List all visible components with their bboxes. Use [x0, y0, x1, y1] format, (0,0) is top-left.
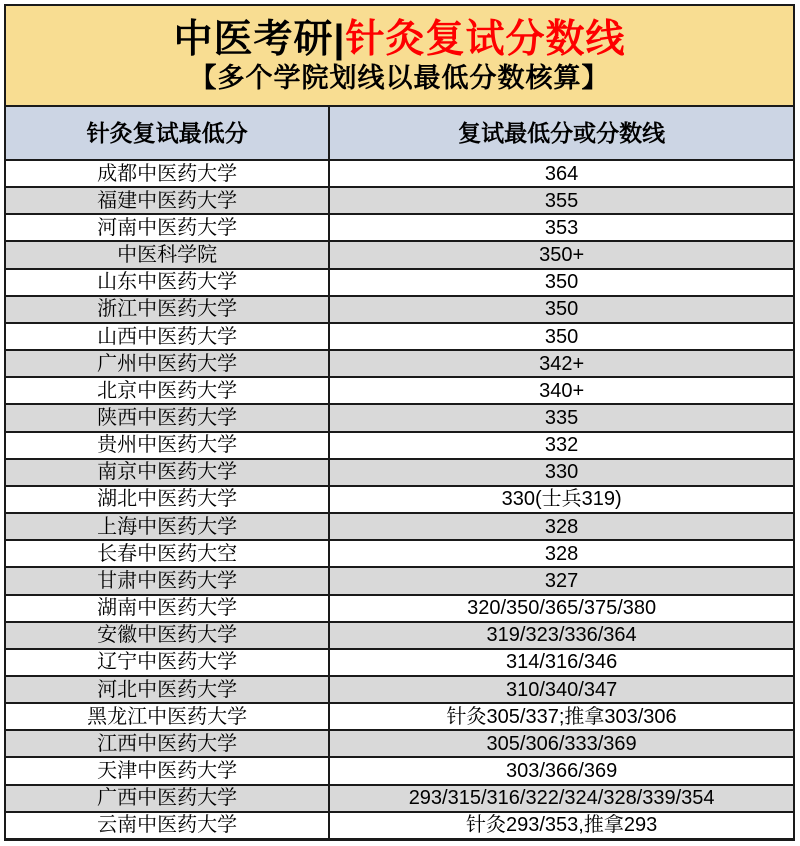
score-cell: 293/315/316/322/324/328/339/354 [408, 787, 715, 810]
school-cell: 安徽中医药大学 [6, 623, 330, 648]
table-row [6, 702, 793, 729]
table-row [6, 811, 793, 838]
score-cell: 332 [544, 434, 579, 457]
score-cell: 330(士兵319) [501, 488, 622, 511]
school-cell: 广西中医药大学 [6, 786, 330, 811]
column-header-score: 复试最低分或分数线 [458, 119, 666, 146]
score-cell: 328 [544, 515, 579, 538]
school-cell: 山西中医药大学 [6, 324, 330, 349]
table-row [6, 268, 793, 295]
page-subtitle: 【多个学院划线以最低分数核算】 [189, 63, 610, 94]
table-row [6, 322, 793, 349]
title-banner [6, 6, 793, 105]
score-cell: 319/323/336/364 [486, 624, 637, 647]
table-row [6, 240, 793, 267]
table-row [6, 485, 793, 512]
school-cell: 浙江中医药大学 [6, 297, 330, 322]
table-row [6, 431, 793, 458]
school-cell: 辽宁中医药大学 [6, 650, 330, 675]
table-row [6, 159, 793, 186]
score-cell: 303/366/369 [506, 760, 618, 783]
score-cell: 342+ [539, 352, 585, 375]
school-cell: 云南中医药大学 [6, 813, 330, 838]
school-cell: 河北中医药大学 [6, 677, 330, 702]
score-cell: 327 [544, 569, 579, 592]
table-row [6, 458, 793, 485]
table-row [6, 349, 793, 376]
score-cell: 340+ [539, 379, 585, 402]
table-row [6, 403, 793, 430]
score-cell: 355 [544, 189, 579, 212]
table-row [6, 756, 793, 783]
school-cell: 江西中医药大学 [6, 731, 330, 756]
table-row [6, 648, 793, 675]
score-cell: 350+ [539, 244, 585, 267]
table-row [6, 512, 793, 539]
school-cell: 北京中医药大学 [6, 378, 330, 403]
score-cell: 350 [544, 298, 579, 321]
school-cell: 黑龙江中医药大学 [6, 704, 330, 729]
table-row [6, 539, 793, 566]
table-row [6, 213, 793, 240]
score-cell: 350 [544, 325, 579, 348]
school-cell: 上海中医药大学 [6, 514, 330, 539]
school-cell: 广州中医药大学 [6, 351, 330, 376]
table-row [6, 566, 793, 593]
score-cell: 针灸305/337;推拿303/306 [446, 705, 677, 728]
score-cell: 328 [544, 542, 579, 565]
table-row [6, 295, 793, 322]
table-row [6, 784, 793, 811]
school-cell: 河南中医药大学 [6, 215, 330, 240]
score-cell: 320/350/365/375/380 [467, 597, 657, 620]
table-row [6, 186, 793, 213]
school-cell: 湖北中医药大学 [6, 487, 330, 512]
score-cell: 针灸293/353,推拿293 [466, 814, 658, 837]
table-row [6, 621, 793, 648]
score-sheet [4, 4, 795, 841]
school-cell: 长春中医药大空 [6, 541, 330, 566]
table-row [6, 594, 793, 621]
school-cell: 湖南中医药大学 [6, 596, 330, 621]
school-cell: 天津中医药大学 [6, 758, 330, 783]
school-cell: 成都中医药大学 [6, 161, 330, 186]
page-title [174, 19, 626, 62]
score-cell: 364 [544, 162, 579, 185]
school-cell: 甘肃中医药大学 [6, 568, 330, 593]
score-cell: 330 [544, 461, 579, 484]
table-row [6, 729, 793, 756]
school-cell: 福建中医药大学 [6, 188, 330, 213]
title-divider: | [333, 17, 346, 61]
title-segment-black: 中医考研 [173, 17, 334, 61]
school-cell: 山东中医药大学 [6, 270, 330, 295]
score-cell: 314/316/346 [506, 651, 618, 674]
table-body [6, 159, 793, 838]
table-row [6, 376, 793, 403]
school-cell: 南京中医药大学 [6, 460, 330, 485]
score-cell: 350 [544, 271, 579, 294]
score-cell: 335 [544, 406, 579, 429]
score-cell: 305/306/333/369 [486, 732, 637, 755]
column-header-school: 针灸复试最低分 [6, 107, 330, 159]
table-header [6, 105, 793, 159]
school-cell: 中医科学院 [6, 242, 330, 267]
score-cell: 310/340/347 [506, 678, 618, 701]
table-row [6, 675, 793, 702]
school-cell: 贵州中医药大学 [6, 433, 330, 458]
school-cell: 陕西中医药大学 [6, 405, 330, 430]
title-segment-red: 针灸复试分数线 [345, 17, 626, 61]
score-cell: 353 [544, 216, 579, 239]
